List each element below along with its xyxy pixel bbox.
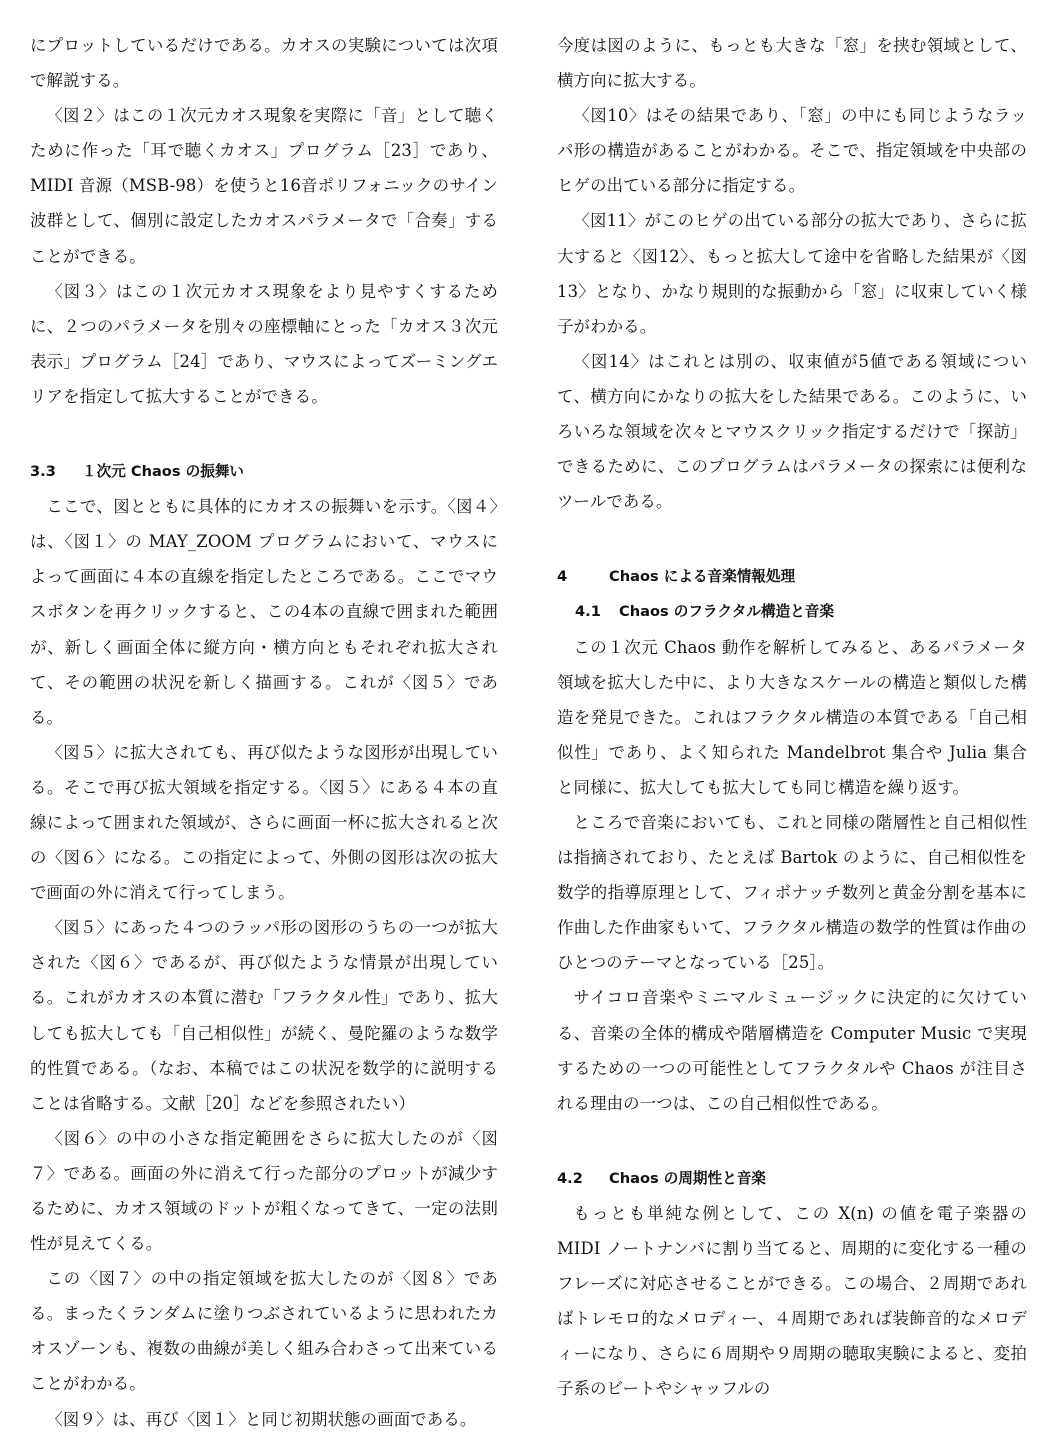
section-title: Chaos の周期性と音楽 [609, 1169, 766, 1187]
body-paragraph: 今度は図のように、もっとも大きな「窓」を挟む領域として、横方向に拡大する。 [557, 36, 1027, 91]
body-paragraph: この１次元 Chaos 動作を解析してみると、あるパラメータ領域を拡大した中に、より大きなスケールの構造と類似した構造を発見できた。これはフラクタル構造の本質である「自己相似性」であり、よく知られた Mandelbrot 集合や Julia 集合と同様に、拡大しても拡大しても同じ構造を繰り返す。 [557, 637, 1027, 797]
body-paragraph: にプロットしているだけである。カオスの実験については次項で解説する。 [30, 36, 498, 91]
body-paragraph: 〈図11〉がこのヒゲの出ている部分の拡大であり、さらに拡大すると〈図12〉、もっと拡大して途中を省略した結果が〈図13〉となり、かなり規則的な振動から「窓」に収束していく様子がわかる。 [557, 211, 1027, 336]
body-paragraph: 〈図６〉の中の小さな指定範囲をさらに拡大したのが〈図７〉である。画面の外に消えて行った部分のプロットが減少するために、カオス領域のドットが粗くなってきて、一定の法則性が見えてくる。 [30, 1128, 498, 1254]
section-number: 4 [557, 568, 568, 586]
left-column [30, 28, 498, 1437]
section-heading-4-2 [557, 1161, 1027, 1196]
body-paragraph: 〈図14〉はこれとは別の、収束値が5値である領域について、横方向にかなりの拡大をした結果である。このように、いろいろな領域を次々とマウスクリック指定するだけで「探訪」できるために、このプログラムはパラメータの探索には便利なツールである。 [557, 351, 1027, 512]
section-heading-4-1 [557, 594, 1027, 629]
section-spacer [557, 1121, 1027, 1161]
body-paragraph: 〈図10〉はその結果であり、「窓」の中にも同じようなラッパ形の構造があることがわかる。そこで、指定領域を中央部のヒゲの出ている部分に指定する。 [557, 106, 1027, 196]
body-paragraph: 〈図９〉は、再び〈図１〉と同じ初期状態の画面である。 [46, 1409, 477, 1429]
body-paragraph: この〈図７〉の中の指定領域を拡大したのが〈図８〉である。まったくランダムに塗りつぶされているように思われたカオスゾーンも、複数の曲線が美しく組み合わさって出来ていることがわかる。 [30, 1269, 498, 1394]
section-number: 4.2 [557, 1169, 583, 1187]
section-heading-4 [557, 559, 1027, 594]
body-paragraph: 〈図２〉はこの１次元カオス現象を実際に「音」として聴くために作った「耳で聴くカオス」プログラム［23］であり、MIDI 音源（MSB-98）を使うと16音ポリフォニックのサイン波群として、個別に設定したカオスパラメータで「合奏」することができる。 [30, 106, 498, 266]
section-title: １次元 Chaos の振舞い [82, 463, 244, 481]
body-paragraph: サイコロ音楽やミニマルミュージックに決定的に欠けている、音楽の全体的構成や階層構造を Computer Music で実現するための一つの可能性としてフラクタルや Chaos が注目される理由の一つは、この自己相似性である。 [557, 988, 1027, 1113]
body-paragraph: 〈図３〉はこの１次元カオス現象をより見やすくするために、２つのパラメータを別々の座標軸にとった「カオス３次元表示」プログラム［24］であり、マウスによってズーミングエリアを指定して拡大することができる。 [30, 281, 498, 406]
section-title: Chaos のフラクタル構造と音楽 [619, 603, 834, 621]
section-spacer [30, 414, 498, 454]
section-number: 3.3 [30, 463, 56, 481]
body-paragraph: ここで、図とともに具体的にカオスの振舞いを示す。〈図４〉は、〈図１〉の MAY_ZOOM プログラムにおいて、マウスによって画面に４本の直線を指定したところである。ここでマウスボタンを再クリックすると、この4本の直線で囲まれた範囲が、新しく画面全体に縦方向・横方向ともそれぞれ拡大されて、その範囲の状況を新しく描画する。これが〈図５〉である。 [30, 497, 498, 727]
section-title: Chaos による音楽情報処理 [609, 568, 796, 586]
body-paragraph: ところで音楽においても、これと同様の階層性と自己相似性は指摘されており、たとえば Bartok のように、自己相似性を数学的指導原理として、フィボナッチ数列と黄金分割を基本に作曲した作曲家もいて、フラクタル構造の数学的性質は作曲のひとつのテーマとなっている［25］。 [557, 812, 1027, 973]
section-spacer [557, 519, 1027, 559]
body-paragraph: 〈図５〉に拡大されても、再び似たような図形が出現している。そこで再び拡大領域を指定する。〈図５〉にある４本の直線によって囲まれた領域が、さらに画面一杯に拡大されると次の〈図６〉になる。この指定によって、外側の図形は次の拡大で画面の外に消えて行ってしまう。 [30, 742, 498, 903]
body-paragraph: 〈図５〉にあった４つのラッパ形の図形のうちの一つが拡大された〈図６〉であるが、再び似たような情景が出現している。これがカオスの本質に潜む「フラクタル性」であり、拡大しても拡大しても「自己相似性」が続く、曼陀羅のような数学的性質である。（なお、本稿ではこの状況を数学的に説明することは省略する。文献［20］などを参照されたい） [30, 918, 498, 1113]
right-column [557, 28, 1027, 1406]
body-paragraph: もっとも単純な例として、この X(n) の値を電子楽器の MIDI ノートナンバに割り当てると、周期的に変化する一種のフレーズに対応させることができる。この場合、２周期であればトレモロ的なメロディー、４周期であれば装飾音的なメロディーになり、さらに６周期や９周期の聴取実験によると、変拍子系のビートやシャッフルの [557, 1203, 1027, 1399]
section-heading-3-3 [30, 454, 498, 489]
section-number: 4.1 [575, 603, 601, 621]
